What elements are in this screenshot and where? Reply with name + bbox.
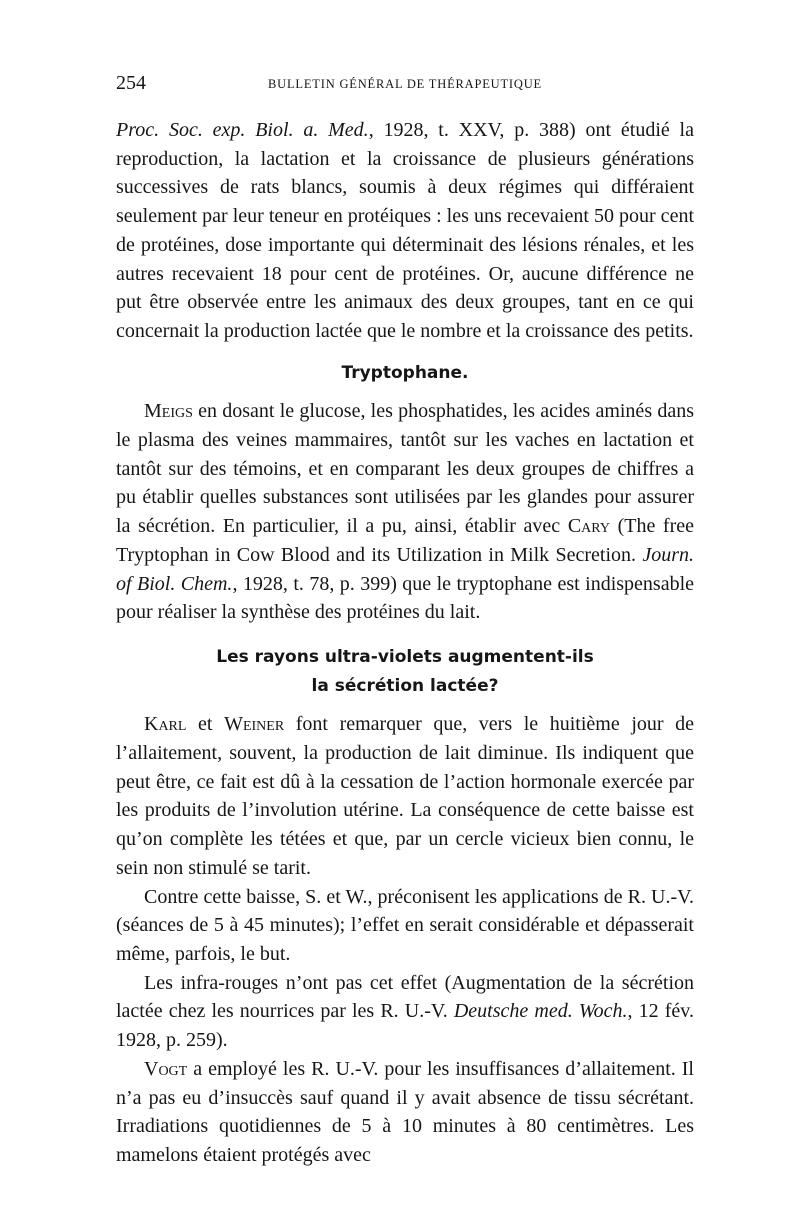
author-vogt: Vogt	[144, 1057, 188, 1080]
paragraph-karl-weiner	[116, 710, 694, 882]
author-weiner: Weiner	[224, 713, 285, 736]
paragraph-text: , 1928, t. 78, p. 399) que le tryptophane est indispensable pour réaliser la synthèse des protéines du lait.	[116, 572, 695, 624]
paragraph-text: (The free Tryptophan in Cow Blood and its Utilization in Milk Secretion.	[116, 515, 695, 566]
paragraph-text: , 12 fév. 1928, p. 259).	[116, 1000, 694, 1052]
author-cary: Cary	[567, 515, 610, 538]
paragraph-contre-cette-baisse: Contre cette baisse, S. et W., préconisent les applications de R. U.-V. (séances de 5 à 45 minutes); l’effet en serait considérable et dépasserait même, parfois, le but.	[116, 885, 694, 965]
heading-line: Les rayons ultra-violets augmentent-ils	[216, 646, 594, 667]
paragraph-text: font remarquer que, vers le huitième jour de l’allaitement, souvent, la production de lait diminue. Ils indiquent que peut être, ce fait est dû à la cessation de l’action hormonale exercée par les produits de l’involution utérine. La conséquence de cette baisse est qu’on complète les tétées et que, par un cercle vicieux bien connu, le sein non stimulé se tarit.	[116, 713, 694, 879]
paragraph-text: en dosant le glucose, les phosphatides, les acides aminés dans le plasma des veines mammaires, tantôt sur les vaches en lactation et tantôt sur des témoins, et en comparant les deux groupes de chiffres a pu établir quelles substances sont utilisées par les glandes pour assurer la sécrétion. En particulier, il a pu, ainsi, établir avec	[116, 400, 694, 538]
section-heading-tryptophane: Tryptophane.	[341, 362, 469, 383]
paragraph-vogt	[116, 1055, 694, 1170]
citation-journ-biol-chem: Journ. of Biol. Chem.	[116, 543, 694, 595]
citation-deutsche-med-woch: Deutsche med. Woch.	[453, 1000, 628, 1023]
paragraph-proteines	[116, 116, 694, 346]
paragraph-text: a employé les R. U.-V. pour les insuffisances d’allaitement. Il n’a pas eu d’insuccès sauf quand il y avait absence de tissu sécrétant. Irradiations quotidiennes de 5 à 10 minutes à 80 centimètres. Les mamelons étaient protégés avec	[116, 1057, 694, 1166]
paragraph-infra-rouges	[116, 969, 694, 1055]
running-title: BULLETIN GÉNÉRAL DE THÉRAPEUTIQUE	[268, 77, 542, 91]
page-number: 254	[116, 72, 146, 94]
paragraph-text: , 1928, t. XXV, p. 388) ont étudié la reproduction, la lactation et la croissance de plusieurs générations successives de rats blancs, soumis à deux régimes qui différaient seulement par leur teneur en protéiques : les uns recevaient 50 pour cent de protéines, dose importante qui déterminait des lésions rénales, et les autres recevaient 18 pour cent de protéines. Or, aucune différence ne put être observée entre les animaux des deux groupes, tant en ce qui concernait la production lactée que le nombre et la croissance des petits.	[116, 119, 694, 342]
author-meigs: Meigs	[144, 400, 193, 423]
paragraph-text: Les infra-rouges n’ont pas cet effet (Augmentation de la sécrétion lactée chez les nourrices par les R. U.-V.	[116, 971, 694, 1023]
paragraph-meigs	[116, 397, 694, 627]
paragraph-text: et	[186, 713, 225, 736]
heading-line: la sécrétion lactée?	[311, 675, 499, 696]
page-header	[116, 72, 694, 100]
section-heading-rayons-uv	[116, 643, 694, 700]
citation-proc-soc: Proc. Soc. exp. Biol. a. Med.	[116, 119, 369, 141]
author-karl: Karl	[144, 713, 187, 736]
